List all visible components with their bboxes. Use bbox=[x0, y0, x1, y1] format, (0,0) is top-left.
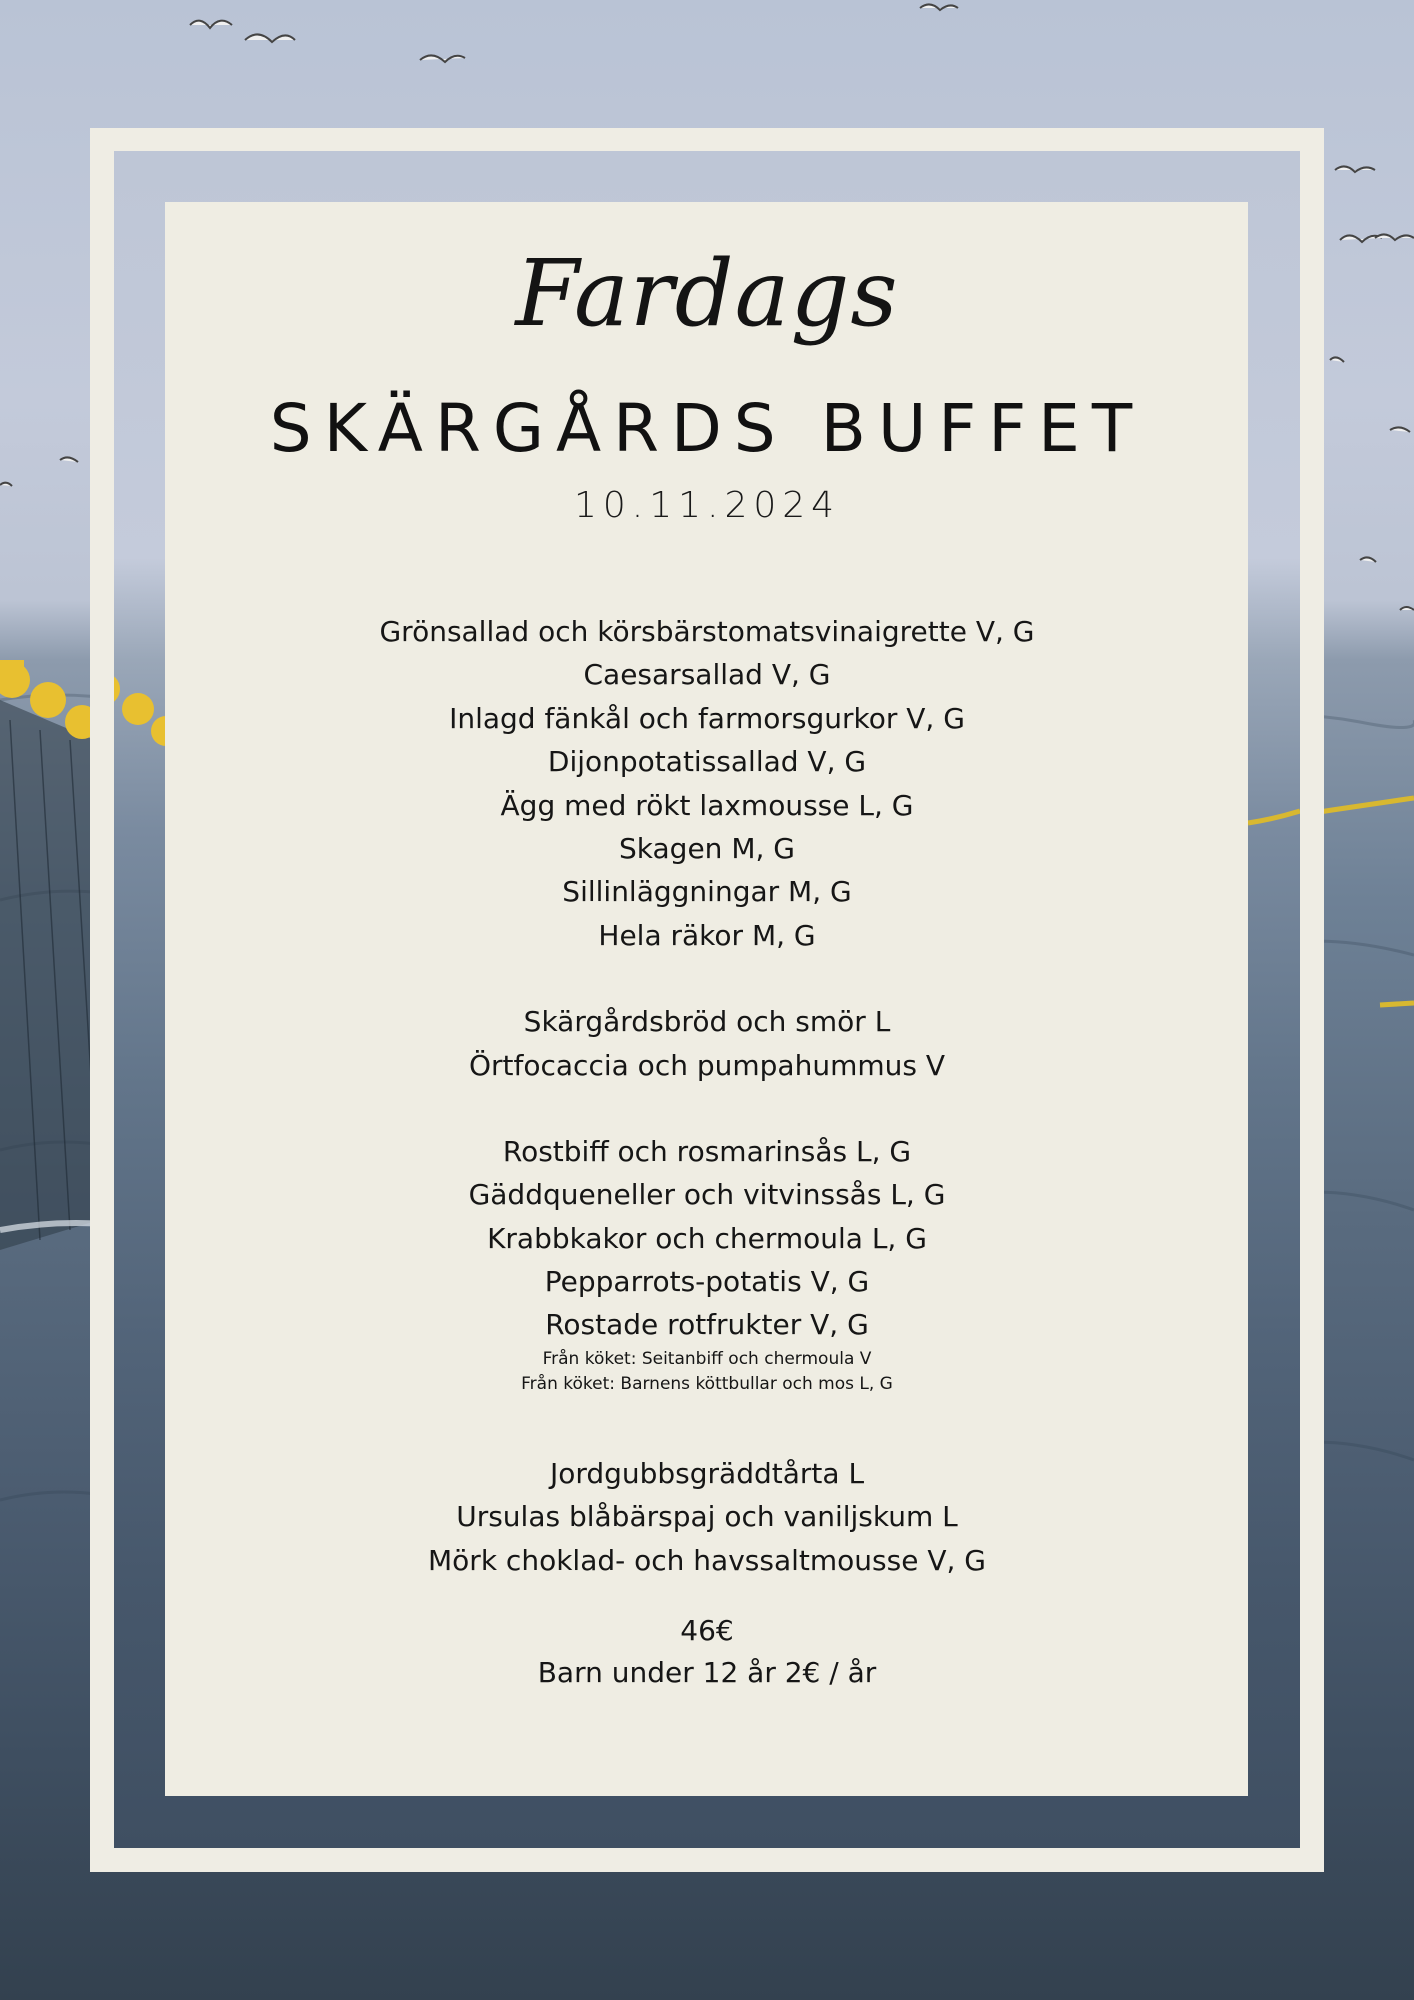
kitchen-note: Från köket: Seitanbiff och chermoula V bbox=[542, 1348, 872, 1369]
menu-item: Caesarsallad V, G bbox=[583, 658, 831, 692]
menu-item: Rostbiff och rosmarinsås L, G bbox=[502, 1134, 912, 1168]
menu-item: Inlagd fänkål och farmorsgurkor V, G bbox=[449, 701, 965, 735]
menu-item: Krabbkakor och chermoula L, G bbox=[487, 1221, 927, 1255]
menu-item: Ursulas blåbärspaj och vaniljskum L bbox=[456, 1500, 958, 1534]
menu-item: Hela räkor M, G bbox=[598, 918, 816, 952]
script-title: Fardags bbox=[515, 240, 899, 347]
menu-item: Dijonpotatissallad V, G bbox=[547, 745, 867, 779]
pricing bbox=[0, 1610, 1414, 1694]
children-price: Barn under 12 år 2€ / år bbox=[537, 1656, 877, 1689]
menu-item: Pepparrots-potatis V, G bbox=[544, 1265, 870, 1299]
menu-item: Jordgubbsgräddtårta L bbox=[549, 1456, 865, 1490]
menu-list bbox=[0, 610, 1414, 1582]
event-date: 10.11.2024 bbox=[573, 485, 841, 526]
menu-item: Skagen M, G bbox=[619, 831, 795, 865]
section-spacer bbox=[0, 957, 1414, 1000]
kitchen-note: Från köket: Barnens köttbullar och mos L, G bbox=[521, 1374, 893, 1395]
menu-item: Örtfocaccia och pumpahummus V bbox=[468, 1048, 946, 1082]
menu-item: Skärgårdsbröd och smör L bbox=[523, 1005, 891, 1039]
section-spacer bbox=[0, 1398, 1414, 1452]
menu-item: Sillinläggningar M, G bbox=[562, 875, 852, 909]
page-title: SKÄRGÅRDS BUFFET bbox=[269, 390, 1145, 467]
menu-item: Grönsallad och körsbärstomatsvinaigrette V, G bbox=[379, 615, 1035, 648]
section-spacer bbox=[0, 1087, 1414, 1130]
menu-item: Rostade rotfrukter V, G bbox=[545, 1308, 869, 1342]
menu-item: Gäddqueneller och vitvinssås L, G bbox=[468, 1178, 946, 1212]
menu-item: Mörk choklad- och havssaltmousse V, G bbox=[428, 1543, 986, 1577]
price: 46€ bbox=[680, 1614, 734, 1647]
menu-item: Ägg med rökt laxmousse L, G bbox=[500, 788, 914, 822]
